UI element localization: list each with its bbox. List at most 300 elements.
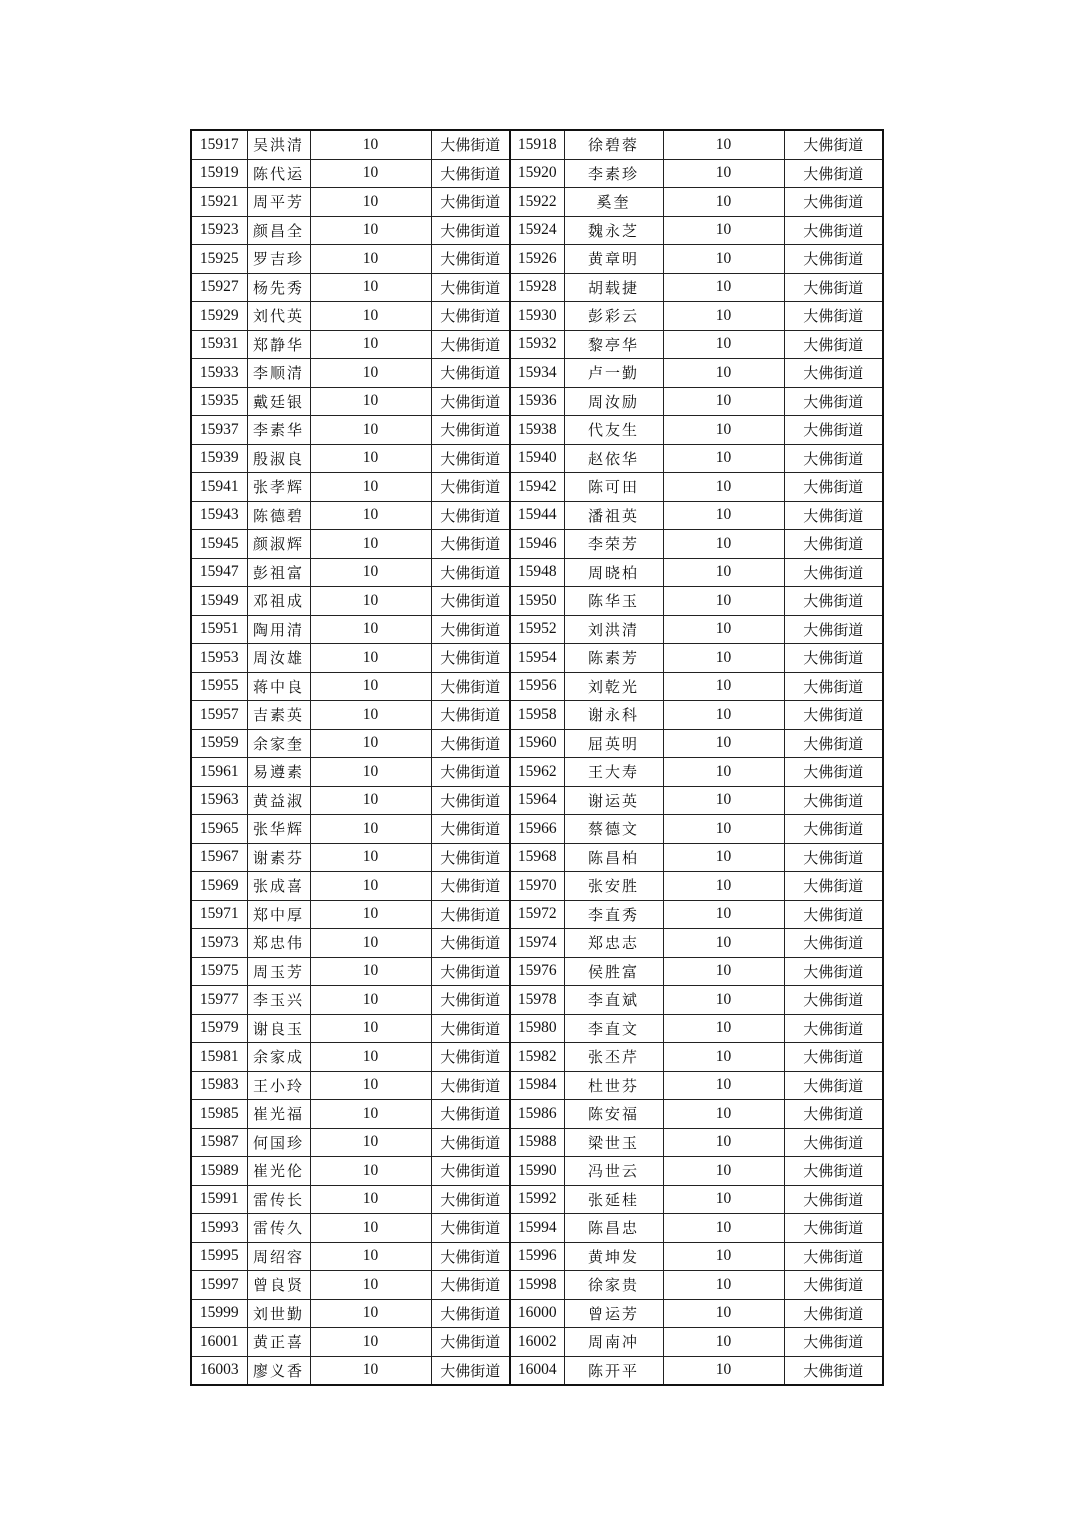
right-entry-number: 15992 — [510, 1185, 564, 1214]
table-row — [191, 530, 883, 559]
right-entry-amount: 10 — [663, 729, 784, 758]
left-entry-number: 15993 — [191, 1214, 247, 1243]
table-row — [191, 1356, 883, 1385]
left-entry-name: 颜淑辉 — [247, 530, 310, 559]
table-row — [191, 1043, 883, 1072]
right-entry-amount: 10 — [663, 130, 784, 159]
right-entry-amount: 10 — [663, 1100, 784, 1129]
right-entry-name: 周汝励 — [564, 387, 663, 416]
left-entry-name: 谢良玉 — [247, 1014, 310, 1043]
left-entry-number: 15919 — [191, 159, 247, 188]
right-entry-street: 大佛街道 — [784, 957, 883, 986]
left-entry-name: 杨先秀 — [247, 273, 310, 302]
right-entry-number: 15936 — [510, 387, 564, 416]
left-entry-street: 大佛街道 — [431, 1128, 510, 1157]
left-entry-number: 15933 — [191, 359, 247, 388]
left-entry-name: 陈德碧 — [247, 501, 310, 530]
left-entry-amount: 10 — [310, 1214, 431, 1243]
right-entry-street: 大佛街道 — [784, 444, 883, 473]
left-entry-name: 李顺清 — [247, 359, 310, 388]
table-row — [191, 302, 883, 331]
right-entry-name: 李直文 — [564, 1014, 663, 1043]
left-entry-amount: 10 — [310, 188, 431, 217]
left-entry-number: 15943 — [191, 501, 247, 530]
right-entry-amount: 10 — [663, 558, 784, 587]
left-entry-number: 15977 — [191, 986, 247, 1015]
left-entry-street: 大佛街道 — [431, 815, 510, 844]
right-entry-amount: 10 — [663, 701, 784, 730]
right-entry-amount: 10 — [663, 815, 784, 844]
right-entry-number: 15938 — [510, 416, 564, 445]
right-entry-amount: 10 — [663, 188, 784, 217]
right-entry-street: 大佛街道 — [784, 1043, 883, 1072]
left-entry-amount: 10 — [310, 815, 431, 844]
table-row — [191, 729, 883, 758]
left-entry-street: 大佛街道 — [431, 1299, 510, 1328]
right-entry-name: 侯胜富 — [564, 957, 663, 986]
right-entry-street: 大佛街道 — [784, 843, 883, 872]
table-row — [191, 159, 883, 188]
table-row — [191, 387, 883, 416]
right-entry-amount: 10 — [663, 986, 784, 1015]
left-entry-number: 15953 — [191, 644, 247, 673]
table-row — [191, 1071, 883, 1100]
left-entry-name: 李素华 — [247, 416, 310, 445]
right-entry-street: 大佛街道 — [784, 672, 883, 701]
left-entry-name: 余家成 — [247, 1043, 310, 1072]
left-entry-number: 15927 — [191, 273, 247, 302]
right-entry-number: 15962 — [510, 758, 564, 787]
left-entry-name: 戴廷银 — [247, 387, 310, 416]
left-entry-amount: 10 — [310, 615, 431, 644]
right-entry-amount: 10 — [663, 957, 784, 986]
right-entry-name: 李素珍 — [564, 159, 663, 188]
left-entry-street: 大佛街道 — [431, 872, 510, 901]
left-entry-number: 15999 — [191, 1299, 247, 1328]
left-entry-number: 15967 — [191, 843, 247, 872]
roster-body — [191, 130, 883, 1385]
left-entry-amount: 10 — [310, 1271, 431, 1300]
right-entry-number: 15982 — [510, 1043, 564, 1072]
right-entry-number: 15940 — [510, 444, 564, 473]
left-entry-amount: 10 — [310, 1242, 431, 1271]
left-entry-name: 李玉兴 — [247, 986, 310, 1015]
right-entry-name: 卢一勤 — [564, 359, 663, 388]
right-entry-number: 15976 — [510, 957, 564, 986]
left-entry-amount: 10 — [310, 130, 431, 159]
left-entry-street: 大佛街道 — [431, 501, 510, 530]
right-entry-street: 大佛街道 — [784, 302, 883, 331]
left-entry-number: 15973 — [191, 929, 247, 958]
left-entry-name: 周平芳 — [247, 188, 310, 217]
left-entry-street: 大佛街道 — [431, 900, 510, 929]
left-entry-amount: 10 — [310, 929, 431, 958]
right-entry-number: 15970 — [510, 872, 564, 901]
right-entry-number: 15926 — [510, 245, 564, 274]
right-entry-street: 大佛街道 — [784, 1185, 883, 1214]
right-entry-number: 15974 — [510, 929, 564, 958]
left-entry-number: 15971 — [191, 900, 247, 929]
left-entry-street: 大佛街道 — [431, 273, 510, 302]
left-entry-number: 15969 — [191, 872, 247, 901]
left-entry-street: 大佛街道 — [431, 1100, 510, 1129]
table-row — [191, 815, 883, 844]
left-entry-number: 15923 — [191, 216, 247, 245]
table-row — [191, 701, 883, 730]
left-entry-name: 易遵素 — [247, 758, 310, 787]
left-entry-name: 雷传久 — [247, 1214, 310, 1243]
right-entry-street: 大佛街道 — [784, 615, 883, 644]
right-entry-name: 代友生 — [564, 416, 663, 445]
left-entry-amount: 10 — [310, 900, 431, 929]
right-entry-name: 蔡德文 — [564, 815, 663, 844]
table-row — [191, 786, 883, 815]
right-entry-street: 大佛街道 — [784, 929, 883, 958]
right-entry-street: 大佛街道 — [784, 1214, 883, 1243]
left-entry-number: 15991 — [191, 1185, 247, 1214]
left-entry-amount: 10 — [310, 1043, 431, 1072]
right-entry-number: 15980 — [510, 1014, 564, 1043]
left-entry-name: 罗吉珍 — [247, 245, 310, 274]
left-entry-street: 大佛街道 — [431, 1014, 510, 1043]
table-row — [191, 359, 883, 388]
left-entry-name: 刘代英 — [247, 302, 310, 331]
right-entry-street: 大佛街道 — [784, 359, 883, 388]
right-entry-amount: 10 — [663, 416, 784, 445]
right-entry-street: 大佛街道 — [784, 587, 883, 616]
table-row — [191, 473, 883, 502]
left-entry-amount: 10 — [310, 1071, 431, 1100]
right-entry-number: 15924 — [510, 216, 564, 245]
left-entry-amount: 10 — [310, 786, 431, 815]
right-entry-street: 大佛街道 — [784, 473, 883, 502]
right-entry-number: 15950 — [510, 587, 564, 616]
right-entry-name: 谢运英 — [564, 786, 663, 815]
right-entry-name: 徐家贵 — [564, 1271, 663, 1300]
left-entry-number: 15947 — [191, 558, 247, 587]
left-entry-number: 15963 — [191, 786, 247, 815]
right-entry-name: 黄坤发 — [564, 1242, 663, 1271]
left-entry-name: 颜昌全 — [247, 216, 310, 245]
right-entry-street: 大佛街道 — [784, 1014, 883, 1043]
left-entry-street: 大佛街道 — [431, 1043, 510, 1072]
right-entry-street: 大佛街道 — [784, 1242, 883, 1271]
left-entry-name: 余家奎 — [247, 729, 310, 758]
table-row — [191, 330, 883, 359]
left-entry-number: 15939 — [191, 444, 247, 473]
left-entry-street: 大佛街道 — [431, 957, 510, 986]
left-entry-street: 大佛街道 — [431, 1071, 510, 1100]
right-entry-number: 15966 — [510, 815, 564, 844]
left-entry-name: 吉素英 — [247, 701, 310, 730]
right-entry-street: 大佛街道 — [784, 1157, 883, 1186]
table-row — [191, 216, 883, 245]
right-entry-amount: 10 — [663, 1271, 784, 1300]
table-row — [191, 872, 883, 901]
left-entry-amount: 10 — [310, 986, 431, 1015]
table-row — [191, 615, 883, 644]
right-entry-name: 杜世芬 — [564, 1071, 663, 1100]
right-entry-amount: 10 — [663, 587, 784, 616]
right-entry-name: 周南冲 — [564, 1328, 663, 1357]
right-entry-amount: 10 — [663, 387, 784, 416]
left-entry-amount: 10 — [310, 1100, 431, 1129]
right-entry-amount: 10 — [663, 1014, 784, 1043]
table-row — [191, 672, 883, 701]
left-entry-name: 陈代运 — [247, 159, 310, 188]
right-entry-street: 大佛街道 — [784, 245, 883, 274]
left-entry-street: 大佛街道 — [431, 188, 510, 217]
right-entry-number: 15978 — [510, 986, 564, 1015]
left-entry-number: 15935 — [191, 387, 247, 416]
left-entry-number: 15941 — [191, 473, 247, 502]
left-entry-number: 15917 — [191, 130, 247, 159]
table-row — [191, 130, 883, 159]
left-entry-street: 大佛街道 — [431, 672, 510, 701]
left-entry-number: 15945 — [191, 530, 247, 559]
left-entry-name: 郑静华 — [247, 330, 310, 359]
left-entry-street: 大佛街道 — [431, 929, 510, 958]
right-entry-street: 大佛街道 — [784, 786, 883, 815]
left-entry-name: 周绍容 — [247, 1242, 310, 1271]
table-row — [191, 1242, 883, 1271]
left-entry-street: 大佛街道 — [431, 330, 510, 359]
left-entry-amount: 10 — [310, 245, 431, 274]
right-entry-name: 陈安福 — [564, 1100, 663, 1129]
left-entry-street: 大佛街道 — [431, 245, 510, 274]
right-entry-name: 黄章明 — [564, 245, 663, 274]
right-entry-amount: 10 — [663, 159, 784, 188]
left-entry-amount: 10 — [310, 159, 431, 188]
right-entry-amount: 10 — [663, 758, 784, 787]
table-row — [191, 558, 883, 587]
right-entry-number: 15990 — [510, 1157, 564, 1186]
right-entry-name: 潘祖英 — [564, 501, 663, 530]
left-entry-street: 大佛街道 — [431, 1328, 510, 1357]
left-entry-amount: 10 — [310, 1356, 431, 1385]
left-entry-number: 15937 — [191, 416, 247, 445]
left-entry-amount: 10 — [310, 473, 431, 502]
left-entry-number: 15929 — [191, 302, 247, 331]
right-entry-amount: 10 — [663, 1328, 784, 1357]
right-entry-amount: 10 — [663, 1043, 784, 1072]
left-entry-name: 崔光福 — [247, 1100, 310, 1129]
left-entry-amount: 10 — [310, 872, 431, 901]
right-entry-number: 15984 — [510, 1071, 564, 1100]
right-entry-street: 大佛街道 — [784, 701, 883, 730]
right-entry-name: 赵依华 — [564, 444, 663, 473]
left-entry-street: 大佛街道 — [431, 1271, 510, 1300]
right-entry-amount: 10 — [663, 273, 784, 302]
left-entry-name: 张孝辉 — [247, 473, 310, 502]
left-entry-street: 大佛街道 — [431, 387, 510, 416]
right-entry-name: 陈素芳 — [564, 644, 663, 673]
right-entry-street: 大佛街道 — [784, 558, 883, 587]
right-entry-amount: 10 — [663, 1157, 784, 1186]
right-entry-name: 刘乾光 — [564, 672, 663, 701]
right-entry-name: 张丕芹 — [564, 1043, 663, 1072]
left-entry-number: 15981 — [191, 1043, 247, 1072]
left-entry-amount: 10 — [310, 758, 431, 787]
left-entry-amount: 10 — [310, 416, 431, 445]
left-entry-street: 大佛街道 — [431, 216, 510, 245]
right-entry-number: 15944 — [510, 501, 564, 530]
right-entry-street: 大佛街道 — [784, 216, 883, 245]
left-entry-amount: 10 — [310, 216, 431, 245]
left-entry-street: 大佛街道 — [431, 1157, 510, 1186]
right-entry-name: 陈华玉 — [564, 587, 663, 616]
right-entry-street: 大佛街道 — [784, 273, 883, 302]
right-entry-amount: 10 — [663, 1185, 784, 1214]
right-entry-number: 15928 — [510, 273, 564, 302]
left-entry-amount: 10 — [310, 957, 431, 986]
right-entry-street: 大佛街道 — [784, 758, 883, 787]
right-entry-number: 15954 — [510, 644, 564, 673]
right-entry-amount: 10 — [663, 900, 784, 929]
table-row — [191, 1185, 883, 1214]
left-entry-name: 谢素芬 — [247, 843, 310, 872]
right-entry-number: 15998 — [510, 1271, 564, 1300]
right-entry-street: 大佛街道 — [784, 416, 883, 445]
right-entry-name: 陈昌忠 — [564, 1214, 663, 1243]
right-entry-number: 15988 — [510, 1128, 564, 1157]
right-entry-street: 大佛街道 — [784, 729, 883, 758]
table-row — [191, 900, 883, 929]
right-entry-street: 大佛街道 — [784, 1100, 883, 1129]
right-entry-street: 大佛街道 — [784, 1271, 883, 1300]
right-entry-number: 15920 — [510, 159, 564, 188]
right-entry-street: 大佛街道 — [784, 1071, 883, 1100]
right-entry-amount: 10 — [663, 216, 784, 245]
left-entry-number: 15965 — [191, 815, 247, 844]
left-entry-number: 15957 — [191, 701, 247, 730]
left-entry-amount: 10 — [310, 1299, 431, 1328]
left-entry-amount: 10 — [310, 558, 431, 587]
right-entry-street: 大佛街道 — [784, 387, 883, 416]
right-entry-number: 15948 — [510, 558, 564, 587]
left-entry-name: 吴洪清 — [247, 130, 310, 159]
right-entry-street: 大佛街道 — [784, 530, 883, 559]
table-row — [191, 1271, 883, 1300]
right-entry-street: 大佛街道 — [784, 159, 883, 188]
right-entry-name: 李直秀 — [564, 900, 663, 929]
left-entry-amount: 10 — [310, 359, 431, 388]
right-entry-number: 15964 — [510, 786, 564, 815]
left-entry-amount: 10 — [310, 701, 431, 730]
right-entry-amount: 10 — [663, 929, 784, 958]
right-entry-street: 大佛街道 — [784, 1328, 883, 1357]
right-entry-name: 梁世玉 — [564, 1128, 663, 1157]
right-entry-name: 谢永科 — [564, 701, 663, 730]
left-entry-number: 15959 — [191, 729, 247, 758]
table-row — [191, 1128, 883, 1157]
left-entry-street: 大佛街道 — [431, 644, 510, 673]
right-entry-number: 15972 — [510, 900, 564, 929]
table-row — [191, 843, 883, 872]
left-entry-name: 周汝雄 — [247, 644, 310, 673]
left-entry-street: 大佛街道 — [431, 729, 510, 758]
left-entry-name: 张华辉 — [247, 815, 310, 844]
table-row — [191, 1328, 883, 1357]
left-entry-name: 邓祖成 — [247, 587, 310, 616]
left-entry-street: 大佛街道 — [431, 159, 510, 188]
left-entry-name: 殷淑良 — [247, 444, 310, 473]
left-entry-number: 15987 — [191, 1128, 247, 1157]
right-entry-number: 16002 — [510, 1328, 564, 1357]
right-entry-name: 王大寿 — [564, 758, 663, 787]
left-entry-name: 廖义香 — [247, 1356, 310, 1385]
right-entry-amount: 10 — [663, 843, 784, 872]
left-entry-number: 15985 — [191, 1100, 247, 1129]
left-entry-name: 黄正喜 — [247, 1328, 310, 1357]
left-entry-number: 15925 — [191, 245, 247, 274]
left-entry-amount: 10 — [310, 387, 431, 416]
left-entry-street: 大佛街道 — [431, 130, 510, 159]
left-entry-street: 大佛街道 — [431, 701, 510, 730]
right-entry-name: 张延桂 — [564, 1185, 663, 1214]
right-entry-street: 大佛街道 — [784, 815, 883, 844]
right-entry-number: 16004 — [510, 1356, 564, 1385]
left-entry-number: 15955 — [191, 672, 247, 701]
left-entry-street: 大佛街道 — [431, 416, 510, 445]
left-entry-number: 15995 — [191, 1242, 247, 1271]
left-entry-number: 15949 — [191, 587, 247, 616]
table-row — [191, 501, 883, 530]
right-entry-street: 大佛街道 — [784, 872, 883, 901]
left-entry-name: 崔光伦 — [247, 1157, 310, 1186]
left-entry-amount: 10 — [310, 501, 431, 530]
right-entry-amount: 10 — [663, 473, 784, 502]
right-entry-street: 大佛街道 — [784, 501, 883, 530]
right-entry-amount: 10 — [663, 644, 784, 673]
right-entry-street: 大佛街道 — [784, 1299, 883, 1328]
left-entry-street: 大佛街道 — [431, 359, 510, 388]
left-entry-street: 大佛街道 — [431, 1356, 510, 1385]
right-entry-street: 大佛街道 — [784, 130, 883, 159]
table-row — [191, 758, 883, 787]
right-entry-name: 彭彩云 — [564, 302, 663, 331]
left-entry-amount: 10 — [310, 843, 431, 872]
table-row — [191, 587, 883, 616]
left-entry-name: 曾良贤 — [247, 1271, 310, 1300]
table-row — [191, 986, 883, 1015]
table-row — [191, 1214, 883, 1243]
roster-table — [190, 129, 884, 1386]
right-entry-amount: 10 — [663, 245, 784, 274]
table-row — [191, 1157, 883, 1186]
right-entry-number: 16000 — [510, 1299, 564, 1328]
left-entry-street: 大佛街道 — [431, 558, 510, 587]
right-entry-number: 15946 — [510, 530, 564, 559]
right-entry-amount: 10 — [663, 1299, 784, 1328]
left-entry-amount: 10 — [310, 644, 431, 673]
left-entry-amount: 10 — [310, 587, 431, 616]
left-entry-number: 16001 — [191, 1328, 247, 1357]
table-row — [191, 273, 883, 302]
right-entry-name: 冯世云 — [564, 1157, 663, 1186]
right-entry-number: 15986 — [510, 1100, 564, 1129]
right-entry-street: 大佛街道 — [784, 1128, 883, 1157]
table-row — [191, 957, 883, 986]
left-entry-street: 大佛街道 — [431, 843, 510, 872]
left-entry-street: 大佛街道 — [431, 530, 510, 559]
right-entry-name: 陈昌柏 — [564, 843, 663, 872]
left-entry-name: 黄益淑 — [247, 786, 310, 815]
left-entry-amount: 10 — [310, 444, 431, 473]
right-entry-amount: 10 — [663, 786, 784, 815]
left-entry-name: 刘世勤 — [247, 1299, 310, 1328]
table-row — [191, 929, 883, 958]
